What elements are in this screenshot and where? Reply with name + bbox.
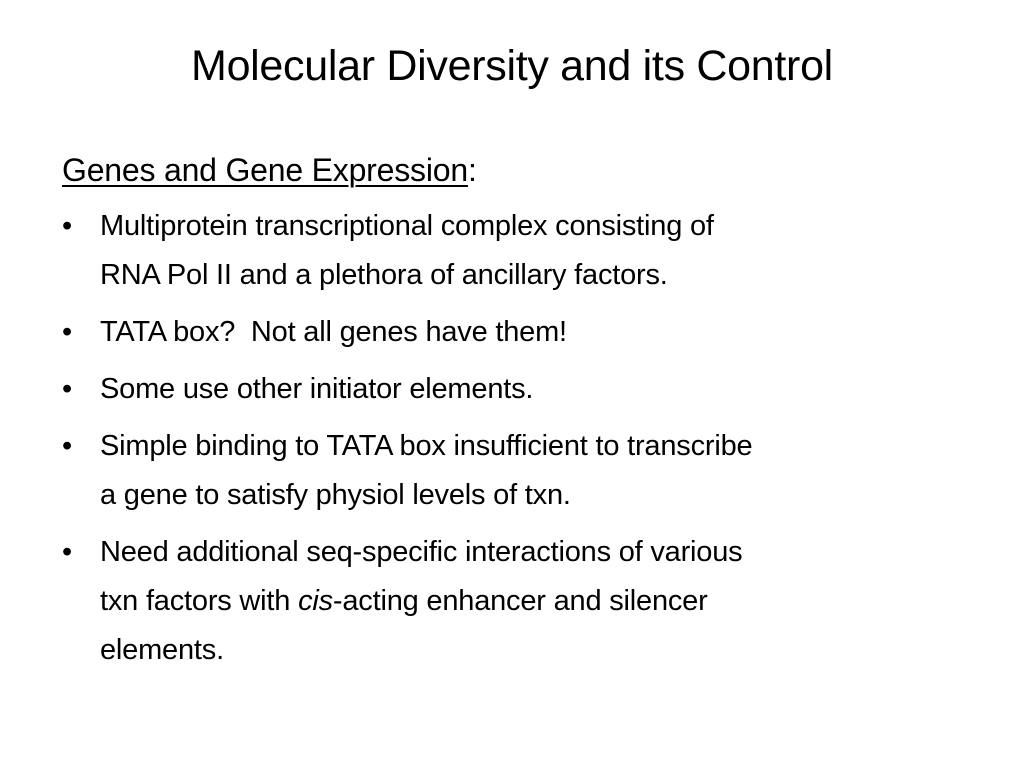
bullet-list xyxy=(62,202,962,675)
bullet-dot-icon: • xyxy=(62,210,72,242)
bullet-line: a gene to satisfy physiol levels of txn. xyxy=(100,479,571,511)
bullet-line: Some use other initiator elements. xyxy=(100,373,534,405)
bullet-line: Multiprotein transcriptional complex consisting of xyxy=(100,210,714,242)
slide-title: Molecular Diversity and its Control xyxy=(191,42,833,90)
bullet-item xyxy=(62,308,962,357)
bullet-line: Need additional seq-specific interactions of various xyxy=(100,536,743,568)
italic-term: cis xyxy=(298,585,333,617)
bullet-item xyxy=(62,422,962,520)
bullet-dot-icon: • xyxy=(62,430,72,462)
bullet-dot-icon: • xyxy=(62,536,72,568)
bullet-dot-icon: • xyxy=(62,316,72,348)
bullet-text-segment: -acting enhancer and silencer xyxy=(332,585,708,617)
bullet-item xyxy=(62,365,962,414)
section-heading-text: Genes and Gene Expression xyxy=(62,152,468,188)
section-heading xyxy=(62,148,962,192)
bullet-item xyxy=(62,202,962,300)
slide-content xyxy=(62,148,962,683)
bullet-line: RNA Pol II and a plethora of ancillary factors. xyxy=(100,259,668,291)
bullet-line: TATA box? Not all genes have them! xyxy=(100,316,567,348)
bullet-dot-icon: • xyxy=(62,373,72,405)
section-heading-suffix: : xyxy=(467,152,477,188)
bullet-text-segment: txn factors with xyxy=(100,585,299,617)
bullet-line: Simple binding to TATA box insufficient to transcribe xyxy=(100,430,753,462)
bullet-item xyxy=(62,528,962,675)
bullet-line xyxy=(100,577,962,626)
bullet-line: elements. xyxy=(100,634,224,666)
